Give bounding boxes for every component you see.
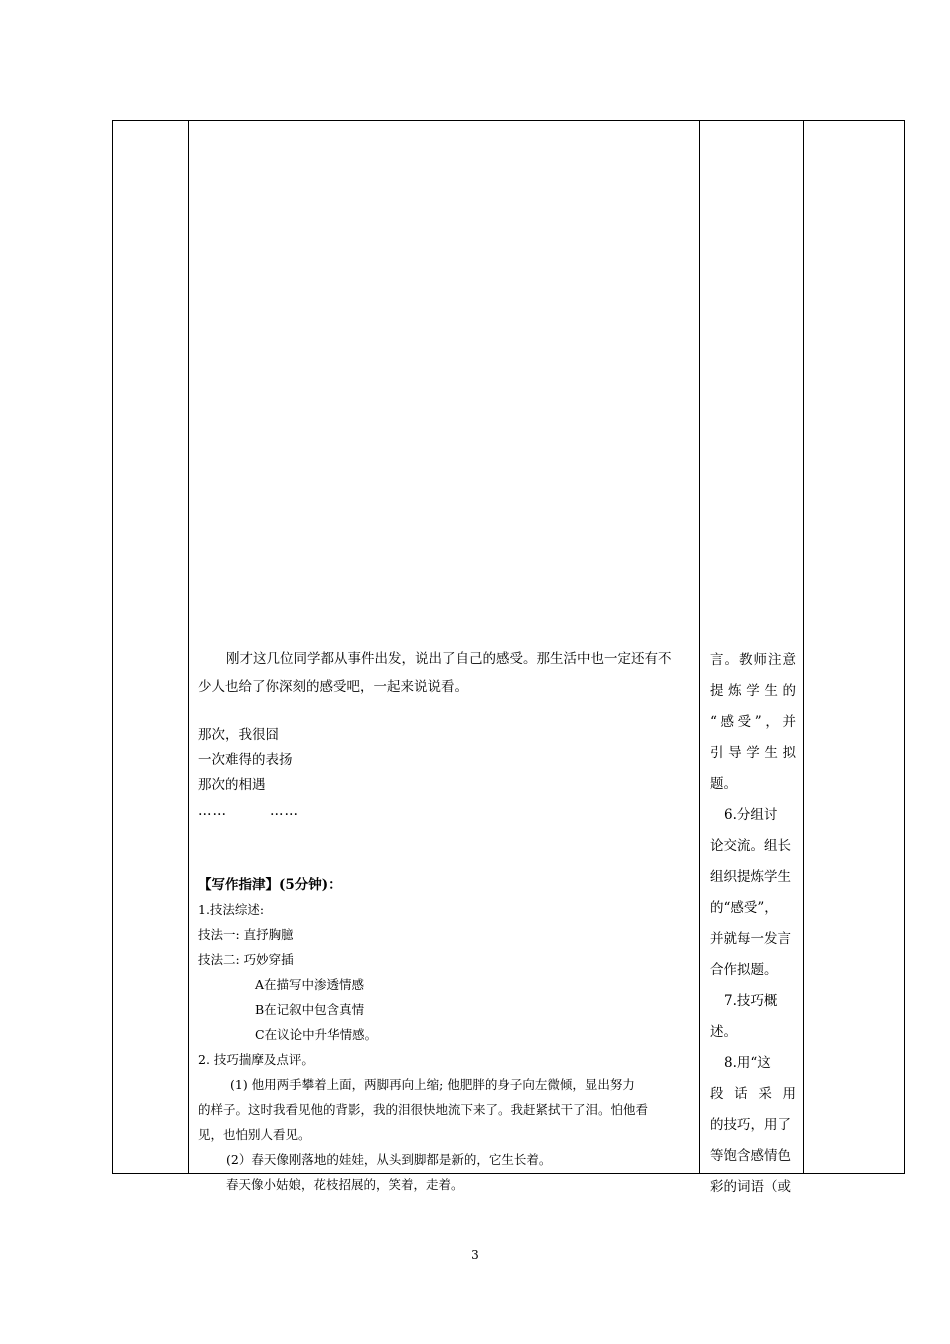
page-number: 3 [471,1248,479,1262]
side-note-line-16: 的技巧，用了 [710,1117,791,1133]
section-heading-title: 【写作指津】 [198,877,279,893]
side-note-line-11: 合作拟题。 [710,962,778,978]
side-note-line-4: 引 导 学 生 拟 [710,745,796,761]
side-note-line-8: 组织提炼学生 [710,869,791,885]
side-note-line-13: 述。 [710,1024,737,1040]
side-note-line-3: “ 感 受 ” ， 并 [710,714,796,730]
technique-1: 技法一: 直抒胸臆 [198,927,294,942]
title-example-2: 一次难得的表扬 [198,752,293,768]
table-col-border-3 [699,120,700,1174]
example-1-line-3: 见，也怕别人看见。 [198,1127,311,1142]
side-note-line-12: 7.技巧概 [724,993,778,1009]
technique-2c: C在议论中升华情感。 [255,1027,378,1042]
side-note-line-1: 言 。 教 师 注 意 [710,652,796,668]
table-col-border-1 [112,120,113,1174]
side-note-line-14: 8.用“这 [724,1055,771,1071]
intro-paragraph-line-2: 少人也给了你深刻的感受吧，一起来说说看。 [198,679,468,695]
side-note-line-15: 段 话 采 用 [710,1086,796,1102]
side-note-line-9: 的“感受”， [710,900,778,916]
title-example-1: 那次，我很囧 [198,727,279,743]
side-note-line-2: 提 炼 学 生 的 [710,683,796,699]
table-col-border-2 [188,120,189,1174]
table-col-border-5 [904,120,905,1174]
technique-2a: A在描写中渗透情感 [255,977,365,992]
title-example-3: 那次的相遇 [198,777,266,793]
example-1-line-1: (1) 他用两手攀着上面，两脚再向上缩; 他肥胖的身子向左微倾，显出努力 [230,1077,635,1092]
side-note-line-6: 6.分组讨 [724,807,778,823]
section-heading-time: (5分钟)： [279,877,342,893]
example-2-line-1: (2）春天像刚落地的娃娃，从头到脚都是新的，它生长着。 [226,1152,552,1167]
example-2-line-2: 春天像小姑娘，花枝招展的，笑着，走着。 [226,1177,464,1192]
side-note-line-17: 等饱含感情色 [710,1148,791,1164]
technique-overview: 1.技法综述: [198,902,265,917]
technique-2: 技法二: 巧妙穿插 [198,952,294,967]
side-note-line-5: 题。 [710,776,737,792]
side-note-line-10: 并就每一发言 [710,931,791,947]
technique-2b: B在记叙中包含真情 [255,1002,365,1017]
table-top-border [112,120,905,121]
section-heading [198,876,342,894]
technique-analysis: 2. 技巧揣摩及点评。 [198,1052,314,1067]
side-note-line-7: 论交流。组长 [710,838,791,854]
side-note-line-18: 彩的词语（或 [710,1179,791,1195]
ellipsis-2: …… [270,803,299,819]
intro-paragraph-line-1: 刚才这几位同学都从事件出发，说出了自己的感受。那生活中也一定还有不 [226,651,672,667]
ellipsis-1: …… [198,803,227,819]
example-1-line-2: 的样子。这时我看见他的背影，我的泪很快地流下来了。我赶紧拭干了泪。怕他看 [198,1102,649,1117]
